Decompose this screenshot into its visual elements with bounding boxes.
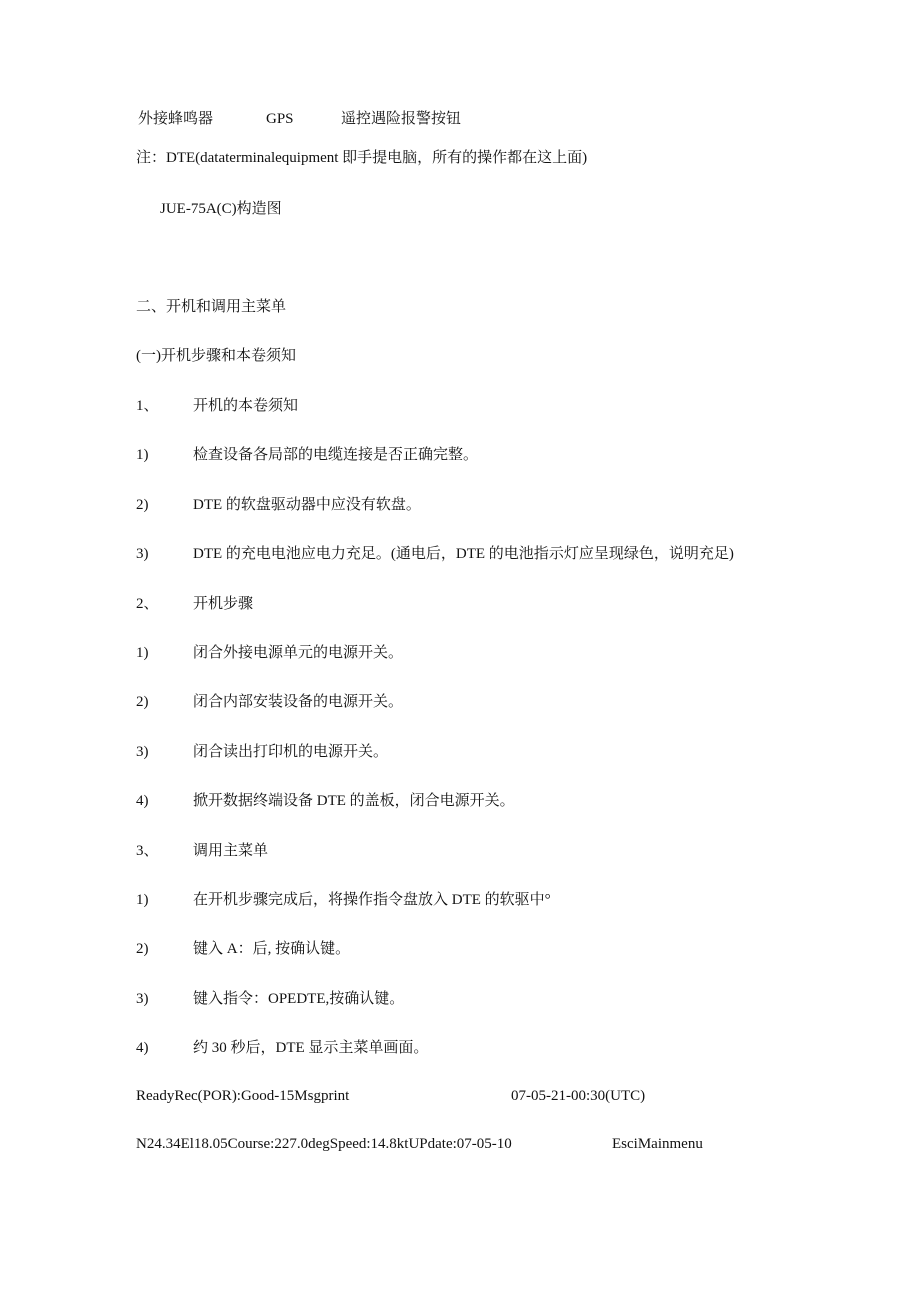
screen-position-line: N24.34El18.05Course:227.0degSpeed:14.8ktUPdate:07-05-10 [136, 1136, 512, 1152]
item-number: 4) [136, 793, 149, 810]
item-number: 1、 [136, 398, 159, 414]
subsection-title: (一)开机步骤和本卷须知 [136, 348, 296, 364]
item-number: 4) [136, 1040, 149, 1057]
item-text: 开机步骤 [193, 595, 254, 612]
item-number: 2、 [136, 595, 159, 612]
item-text: DTE 的充电电池应电力充足。(通电后，DTE 的电池指示灯应呈现绿色，说明充足) [193, 546, 734, 563]
item-number: 3) [136, 546, 149, 563]
figure-caption: JUE-75A(C)构造图 [160, 201, 282, 217]
item-text: 闭合读出打印机的电源开关。 [193, 743, 389, 760]
screen-status-right: 07-05-21-00:30(UTC) [511, 1088, 646, 1104]
item-text: 开机的本卷须知 [193, 398, 299, 414]
item-text: 调用主菜单 [193, 842, 269, 859]
note: 注：DTE(dataterminalequipment 即手提电脑，所有的操作都在这上面) [136, 150, 588, 166]
item-text: 键入指令：OPEDTE,按确认键。 [193, 990, 405, 1007]
screen-status-left: ReadyRec(POR):Good-15Msgprint [136, 1088, 350, 1104]
item-number: 3、 [136, 842, 159, 859]
item-text: 闭合内部安装设备的电源开关。 [193, 694, 404, 711]
label-gps: GPS [266, 111, 294, 127]
item-number: 1) [136, 892, 149, 908]
label-buzzer: 外接蜂鸣器 [138, 111, 214, 127]
item-text: 检查设备各局部的电缆连接是否正确完整。 [193, 447, 479, 464]
label-alarm-button: 遥控遇险报警按钮 [341, 111, 462, 127]
item-text: 掀开数据终端设备 DTE 的盖板，闭合电源开关。 [193, 793, 515, 810]
section-title: 二、开机和调用主菜单 [136, 299, 287, 315]
item-text: 约 30 秒后，DTE 显示主菜单画面。 [193, 1040, 429, 1057]
item-text: 闭合外接电源单元的电源开关。 [193, 645, 404, 661]
item-text: DTE 的软盘驱动器中应没有软盘。 [193, 496, 421, 513]
item-text: 在开机步骤完成后，将操作指令盘放入 DTE 的软驱中° [193, 892, 551, 908]
item-number: 2) [136, 496, 149, 513]
item-number: 3) [136, 990, 149, 1007]
item-text: 键入 A：后, 按确认键。 [193, 941, 351, 958]
item-number: 1) [136, 447, 149, 464]
item-number: 2) [136, 941, 149, 958]
item-number: 2) [136, 694, 149, 711]
item-number: 1) [136, 645, 149, 661]
screen-menu-hint: EsciMainmenu [612, 1136, 703, 1152]
item-number: 3) [136, 743, 149, 760]
